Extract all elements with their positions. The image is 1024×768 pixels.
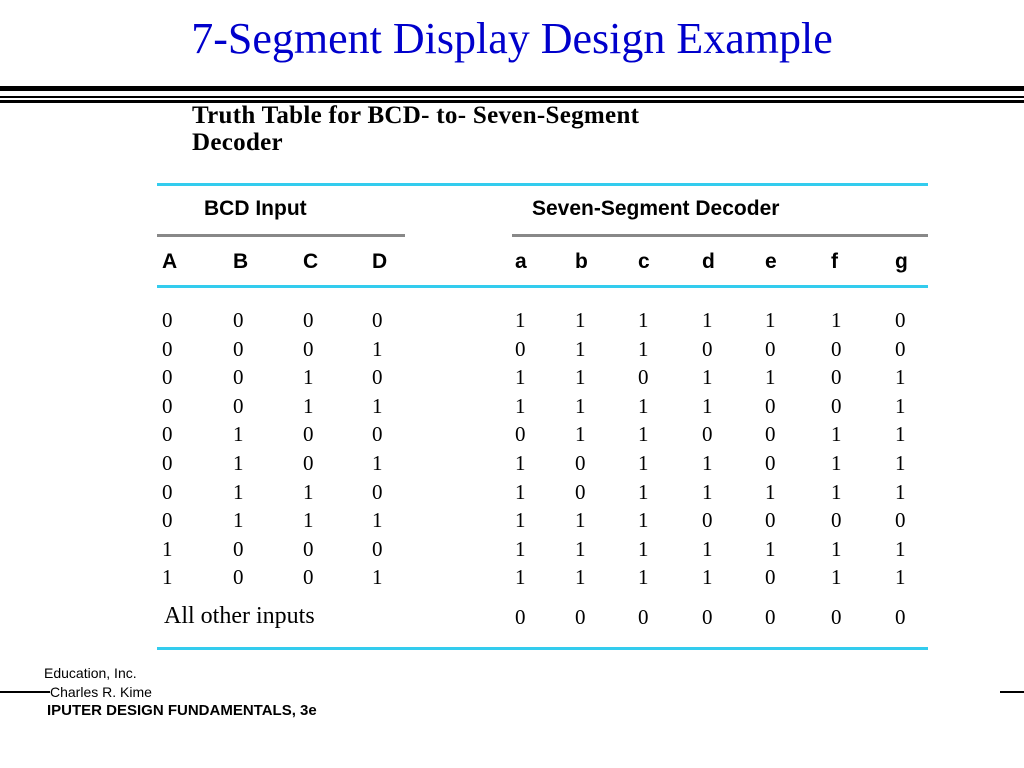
output-cell: 1: [515, 365, 526, 390]
bcd-input-header: BCD Input: [204, 197, 307, 220]
output-cell: 1: [638, 393, 649, 418]
table-caption-line1: Truth Table for BCD- to- Seven-Segment: [192, 102, 640, 129]
input-cell: 1: [303, 393, 314, 418]
footer-line-2: Charles R. Kime: [50, 684, 152, 700]
output-cell: 1: [765, 536, 776, 561]
input-cell: 0: [372, 536, 383, 561]
input-cell: 0: [162, 422, 173, 447]
input-cell: 0: [233, 536, 244, 561]
table-top-rule: [157, 183, 928, 186]
other-output-cell: 0: [575, 605, 586, 629]
output-cell: 1: [895, 422, 906, 447]
output-cell: 0: [831, 508, 842, 533]
output-cell: 0: [895, 508, 906, 533]
footer-left-rule: [0, 691, 50, 693]
input-column-header: C: [303, 250, 319, 273]
input-cell: 1: [372, 336, 383, 361]
footer-line-1: Education, Inc.: [44, 665, 137, 681]
input-cell: 0: [303, 451, 314, 475]
input-cell: 1: [233, 508, 244, 533]
other-inputs-label: All other inputs: [164, 603, 315, 629]
input-cell: 0: [162, 451, 173, 475]
input-cell: 0: [233, 336, 244, 361]
output-column-header: f: [831, 250, 838, 273]
input-cell: 0: [233, 393, 244, 418]
table-caption: [192, 102, 639, 156]
output-cell: 1: [515, 451, 526, 475]
output-cell: 1: [895, 536, 906, 561]
output-cell: 1: [765, 365, 776, 390]
input-column-header: D: [372, 250, 388, 273]
slide-title: 7-Segment Display Design Example: [191, 14, 833, 63]
output-cell: 0: [638, 365, 649, 390]
output-cell: 1: [831, 451, 842, 475]
output-cell: 0: [831, 365, 842, 390]
input-cell: 0: [303, 308, 314, 332]
output-cell: 1: [638, 336, 649, 361]
input-cell: 0: [372, 308, 383, 332]
input-cell: 0: [162, 393, 173, 418]
other-output-cell: 0: [831, 605, 842, 629]
output-cell: 1: [638, 479, 649, 504]
input-cell: 0: [233, 365, 244, 390]
title-rule-thick: [0, 86, 1024, 91]
input-cell: 0: [303, 336, 314, 361]
output-cell: 1: [895, 479, 906, 504]
output-cell: 0: [765, 422, 776, 447]
input-cell: 0: [162, 365, 173, 390]
output-cell: 0: [895, 336, 906, 361]
input-cell: 1: [233, 422, 244, 447]
output-cell: 0: [702, 422, 713, 447]
output-cell: 1: [702, 365, 713, 390]
input-cell: 0: [162, 479, 173, 504]
output-cell: 1: [638, 565, 649, 590]
input-cell: 0: [162, 336, 173, 361]
output-cell: 0: [765, 508, 776, 533]
other-output-cell: 0: [765, 605, 776, 629]
other-output-cell: 0: [895, 605, 906, 629]
output-cell: 1: [765, 479, 776, 504]
output-cell: 1: [515, 565, 526, 590]
output-cell: 1: [702, 479, 713, 504]
title-rule-thin: [0, 96, 1024, 98]
output-cell: 1: [895, 565, 906, 590]
input-cell: 0: [372, 479, 383, 504]
output-cell: 1: [575, 508, 586, 533]
input-cell: 1: [372, 508, 383, 533]
output-column-header: e: [765, 250, 777, 273]
output-column-header: c: [638, 250, 650, 273]
output-cell: 0: [765, 451, 776, 475]
input-cell: 0: [303, 422, 314, 447]
output-cell: 1: [575, 365, 586, 390]
output-group-rule: [512, 234, 928, 237]
output-cell: 1: [575, 393, 586, 418]
output-cell: 1: [515, 536, 526, 561]
output-cell: 1: [831, 565, 842, 590]
output-cell: 0: [895, 308, 906, 332]
output-cell: 1: [515, 508, 526, 533]
output-cell: 1: [638, 508, 649, 533]
input-cell: 0: [162, 308, 173, 332]
output-cell: 1: [895, 365, 906, 390]
decoder-output-header: Seven-Segment Decoder: [532, 197, 780, 220]
output-cell: 1: [831, 479, 842, 504]
output-cell: 1: [638, 451, 649, 475]
footer-line-3: IPUTER DESIGN FUNDAMENTALS, 3e: [47, 702, 317, 719]
output-cell: 1: [515, 479, 526, 504]
other-output-cell: 0: [638, 605, 649, 629]
output-cell: 1: [765, 308, 776, 332]
output-cell: 0: [575, 451, 586, 475]
input-cell: 1: [372, 451, 383, 475]
output-cell: 1: [638, 422, 649, 447]
other-output-cell: 0: [702, 605, 713, 629]
input-cell: 1: [372, 565, 383, 590]
table-bottom-rule: [157, 647, 928, 650]
output-cell: 1: [638, 536, 649, 561]
input-cell: 1: [303, 508, 314, 533]
output-cell: 0: [515, 336, 526, 361]
output-cell: 1: [575, 565, 586, 590]
other-output-cell: 0: [515, 605, 526, 629]
output-column-header: d: [702, 250, 715, 273]
output-cell: 1: [831, 308, 842, 332]
output-cell: 1: [702, 565, 713, 590]
output-cell: 0: [831, 336, 842, 361]
footer-right-rule: [1000, 691, 1024, 693]
input-cell: 1: [372, 393, 383, 418]
output-cell: 1: [575, 308, 586, 332]
output-cell: 0: [515, 422, 526, 447]
output-cell: 1: [638, 308, 649, 332]
input-cell: 0: [233, 308, 244, 332]
input-cell: 0: [233, 565, 244, 590]
output-cell: 1: [575, 422, 586, 447]
output-column-header: b: [575, 250, 588, 273]
input-cell: 0: [303, 536, 314, 561]
input-cell: 1: [233, 479, 244, 504]
input-column-header: A: [162, 250, 178, 273]
output-cell: 1: [702, 393, 713, 418]
output-cell: 0: [765, 336, 776, 361]
output-cell: 1: [702, 536, 713, 561]
output-column-header: g: [895, 250, 908, 273]
input-cell: 1: [303, 365, 314, 390]
output-cell: 1: [575, 536, 586, 561]
input-cell: 0: [162, 508, 173, 533]
output-cell: 1: [831, 422, 842, 447]
output-cell: 0: [765, 565, 776, 590]
input-column-header: B: [233, 250, 249, 273]
header-bottom-rule: [157, 285, 928, 288]
output-cell: 0: [575, 479, 586, 504]
output-cell: 1: [895, 451, 906, 475]
input-group-rule: [157, 234, 405, 237]
output-cell: 0: [702, 508, 713, 533]
output-cell: 0: [702, 336, 713, 361]
output-cell: 0: [765, 393, 776, 418]
output-cell: 1: [515, 308, 526, 332]
output-column-header: a: [515, 250, 527, 273]
input-cell: 0: [303, 565, 314, 590]
output-cell: 1: [831, 536, 842, 561]
output-cell: 1: [702, 308, 713, 332]
input-cell: 1: [162, 536, 173, 561]
input-cell: 0: [372, 365, 383, 390]
table-caption-line2: Decoder: [192, 129, 283, 156]
input-cell: 1: [303, 479, 314, 504]
output-cell: 1: [895, 393, 906, 418]
output-cell: 1: [575, 336, 586, 361]
output-cell: 1: [515, 393, 526, 418]
output-cell: 0: [831, 393, 842, 418]
input-cell: 1: [162, 565, 173, 590]
input-cell: 0: [372, 422, 383, 447]
input-cell: 1: [233, 451, 244, 475]
output-cell: 1: [702, 451, 713, 475]
